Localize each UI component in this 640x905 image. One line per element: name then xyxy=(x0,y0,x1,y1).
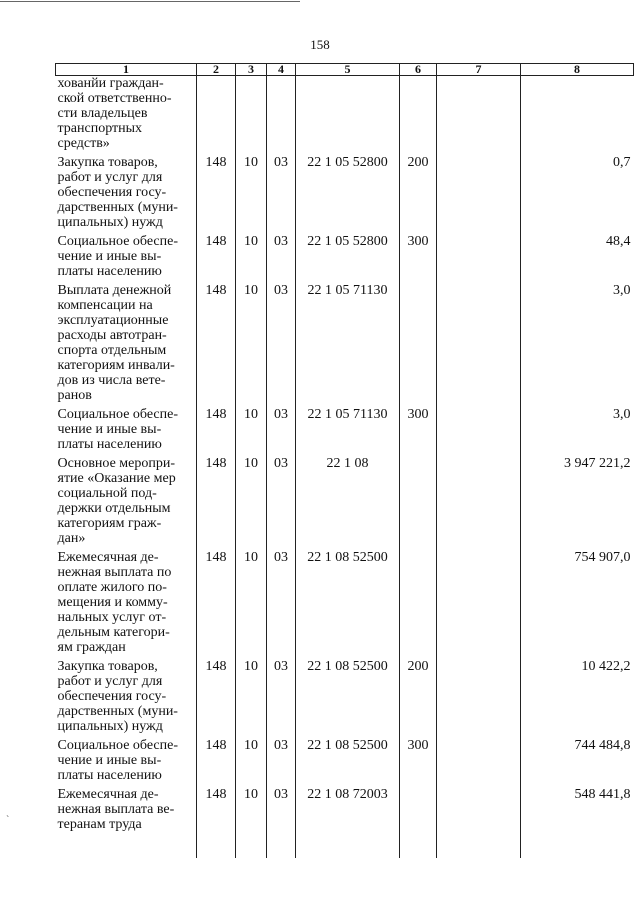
cell-amount: 0,7 xyxy=(521,151,634,230)
cell-admin-code: 148 xyxy=(197,230,236,279)
header-col-5: 5 xyxy=(296,64,400,76)
cell-admin-code: 148 xyxy=(197,151,236,230)
cell-subsection: 03 xyxy=(267,452,296,546)
filler-cell xyxy=(197,832,236,858)
cell-section: 10 xyxy=(236,151,267,230)
cell-name-line: ципальных) нужд xyxy=(57,215,163,230)
header-col-6: 6 xyxy=(400,64,437,76)
cell-expense-type xyxy=(400,783,437,832)
cell-section: 10 xyxy=(236,452,267,546)
cell-col-7 xyxy=(437,279,521,403)
cell-target-article xyxy=(296,76,400,152)
cell-name-line: компенсации на xyxy=(57,298,153,313)
cell-name-line: платы населению xyxy=(57,264,162,279)
cell-admin-code: 148 xyxy=(197,546,236,655)
cell-target-article: 22 1 08 52500 xyxy=(296,546,400,655)
cell-name-line: работ и услуг для xyxy=(57,674,163,689)
cell-admin-code: 148 xyxy=(197,783,236,832)
cell-col-7 xyxy=(437,452,521,546)
cell-expense-type: 300 xyxy=(400,230,437,279)
cell-target-article: 22 1 05 71130 xyxy=(296,279,400,403)
header-col-4: 4 xyxy=(267,64,296,76)
cell-amount: 3,0 xyxy=(521,403,634,452)
cell-name-line: чение и иные вы- xyxy=(57,249,162,264)
cell-expense-type xyxy=(400,452,437,546)
cell-name-line: ранов xyxy=(57,388,92,403)
cell-subsection: 03 xyxy=(267,151,296,230)
cell-name-line: ципальных) нужд xyxy=(57,719,163,734)
filler-cell xyxy=(267,832,296,858)
cell-name xyxy=(56,783,197,832)
cell-name xyxy=(56,546,197,655)
cell-subsection: 03 xyxy=(267,279,296,403)
cell-amount xyxy=(521,76,634,152)
cell-name-line: дов из числа вете- xyxy=(57,373,166,388)
page-number: 158 xyxy=(310,37,330,52)
cell-target-article: 22 1 05 71130 xyxy=(296,403,400,452)
cell-name-line: дарственных (муни- xyxy=(57,200,178,215)
cell-name-line: спорта отдельным xyxy=(57,343,167,358)
cell-name xyxy=(56,230,197,279)
cell-name-line: платы населению xyxy=(57,768,162,783)
cell-section xyxy=(236,76,267,152)
table-body xyxy=(56,76,634,859)
cell-target-article: 22 1 08 52500 xyxy=(296,655,400,734)
top-rule xyxy=(0,1,300,2)
cell-amount: 754 907,0 xyxy=(521,546,634,655)
cell-name-line: хованйи граждан- xyxy=(57,76,164,91)
cell-name-line: Ежемесячная де- xyxy=(57,550,159,565)
cell-amount: 3,0 xyxy=(521,279,634,403)
cell-name-line: Социальное обеспе- xyxy=(57,234,178,249)
cell-amount: 3 947 221,2 xyxy=(521,452,634,546)
cell-name-line: категориям граж- xyxy=(57,516,162,531)
cell-target-article: 22 1 08 72003 xyxy=(296,783,400,832)
cell-name-line: нальных услуг от- xyxy=(57,610,167,625)
cell-admin-code xyxy=(197,76,236,152)
cell-name xyxy=(56,734,197,783)
table-row xyxy=(56,546,634,655)
cell-name-line: теранам труда xyxy=(57,817,142,832)
cell-expense-type xyxy=(400,279,437,403)
filler-cell xyxy=(437,832,521,858)
cell-name-line: Закупка товаров, xyxy=(57,659,158,674)
cell-name xyxy=(56,279,197,403)
filler-cell xyxy=(236,832,267,858)
cell-name-line: платы населению xyxy=(57,437,162,452)
table-row xyxy=(56,230,634,279)
header-col-8: 8 xyxy=(521,64,634,76)
cell-subsection: 03 xyxy=(267,655,296,734)
cell-name-line: Социальное обеспе- xyxy=(57,407,178,422)
cell-name-line: категориям инвали- xyxy=(57,358,175,373)
header-col-1: 1 xyxy=(56,64,197,76)
cell-target-article: 22 1 05 52800 xyxy=(296,230,400,279)
cell-section: 10 xyxy=(236,230,267,279)
cell-section: 10 xyxy=(236,734,267,783)
cell-section: 10 xyxy=(236,403,267,452)
header-col-2: 2 xyxy=(197,64,236,76)
cell-name-line: нежная выплата ве- xyxy=(57,802,175,817)
cell-col-7 xyxy=(437,546,521,655)
cell-name xyxy=(56,403,197,452)
table-row xyxy=(56,403,634,452)
cell-name-line: Ежемесячная де- xyxy=(57,787,159,802)
cell-name-line: Закупка товаров, xyxy=(57,155,158,170)
cell-name-line: ской ответственно- xyxy=(57,91,172,106)
cell-col-7 xyxy=(437,76,521,152)
cell-name-line: ятие «Оказание мер xyxy=(57,471,176,486)
budget-table xyxy=(55,63,634,858)
cell-name-line: Выплата денежной xyxy=(57,283,172,298)
cell-name-line: средств» xyxy=(57,136,110,151)
cell-admin-code: 148 xyxy=(197,734,236,783)
cell-name xyxy=(56,76,197,152)
filler-cell xyxy=(521,832,634,858)
cell-name-line: социальной под- xyxy=(57,486,157,501)
cell-admin-code: 148 xyxy=(197,655,236,734)
cell-section: 10 xyxy=(236,655,267,734)
cell-name-line: Социальное обеспе- xyxy=(57,738,178,753)
cell-name-line: чение и иные вы- xyxy=(57,422,162,437)
table-row xyxy=(56,452,634,546)
cell-amount: 548 441,8 xyxy=(521,783,634,832)
cell-name-line: транспортных xyxy=(57,121,143,136)
cell-name-line: дельным категори- xyxy=(57,625,170,640)
table-header-row xyxy=(56,64,634,76)
cell-subsection: 03 xyxy=(267,403,296,452)
cell-col-7 xyxy=(437,230,521,279)
cell-expense-type xyxy=(400,76,437,152)
filler-cell xyxy=(296,832,400,858)
cell-col-7 xyxy=(437,783,521,832)
cell-subsection: 03 xyxy=(267,783,296,832)
cell-col-7 xyxy=(437,655,521,734)
stray-mark: ` xyxy=(6,815,10,826)
cell-col-7 xyxy=(437,151,521,230)
cell-subsection: 03 xyxy=(267,230,296,279)
cell-name-line: обеспечения госу- xyxy=(57,185,167,200)
table-row xyxy=(56,734,634,783)
cell-subsection: 03 xyxy=(267,734,296,783)
cell-expense-type xyxy=(400,546,437,655)
cell-name xyxy=(56,151,197,230)
cell-name-line: эксплуатационные xyxy=(57,313,169,328)
cell-expense-type: 300 xyxy=(400,734,437,783)
cell-name xyxy=(56,655,197,734)
cell-name-line: оплате жилого по- xyxy=(57,580,167,595)
cell-name-line: держки отдельным xyxy=(57,501,171,516)
cell-target-article: 22 1 08 xyxy=(296,452,400,546)
cell-section: 10 xyxy=(236,546,267,655)
filler-cell xyxy=(56,832,197,858)
cell-name-line: мещения и комму- xyxy=(57,595,168,610)
table-row xyxy=(56,655,634,734)
table-row xyxy=(56,76,634,152)
cell-name-line: сти владельцев xyxy=(57,106,148,121)
table-filler-row xyxy=(56,832,634,858)
cell-amount: 48,4 xyxy=(521,230,634,279)
header-col-3: 3 xyxy=(236,64,267,76)
cell-section: 10 xyxy=(236,279,267,403)
cell-col-7 xyxy=(437,403,521,452)
cell-name-line: нежная выплата по xyxy=(57,565,172,580)
cell-admin-code: 148 xyxy=(197,452,236,546)
cell-expense-type: 300 xyxy=(400,403,437,452)
cell-expense-type: 200 xyxy=(400,151,437,230)
cell-admin-code: 148 xyxy=(197,403,236,452)
header-col-7: 7 xyxy=(437,64,521,76)
cell-name-line: Основное меропри- xyxy=(57,456,176,471)
cell-expense-type: 200 xyxy=(400,655,437,734)
cell-admin-code: 148 xyxy=(197,279,236,403)
cell-name xyxy=(56,452,197,546)
filler-cell xyxy=(400,832,437,858)
cell-section: 10 xyxy=(236,783,267,832)
cell-name-line: ям граждан xyxy=(57,640,126,655)
cell-name-line: чение и иные вы- xyxy=(57,753,162,768)
cell-name-line: работ и услуг для xyxy=(57,170,163,185)
cell-subsection: 03 xyxy=(267,546,296,655)
cell-col-7 xyxy=(437,734,521,783)
cell-target-article: 22 1 05 52800 xyxy=(296,151,400,230)
cell-amount: 10 422,2 xyxy=(521,655,634,734)
table-row xyxy=(56,783,634,832)
cell-target-article: 22 1 08 52500 xyxy=(296,734,400,783)
cell-amount: 744 484,8 xyxy=(521,734,634,783)
cell-name-line: обеспечения госу- xyxy=(57,689,167,704)
table-row xyxy=(56,151,634,230)
cell-subsection xyxy=(267,76,296,152)
cell-name-line: дан» xyxy=(57,531,86,546)
cell-name-line: расходы автотран- xyxy=(57,328,167,343)
cell-name-line: дарственных (муни- xyxy=(57,704,178,719)
table-row xyxy=(56,279,634,403)
